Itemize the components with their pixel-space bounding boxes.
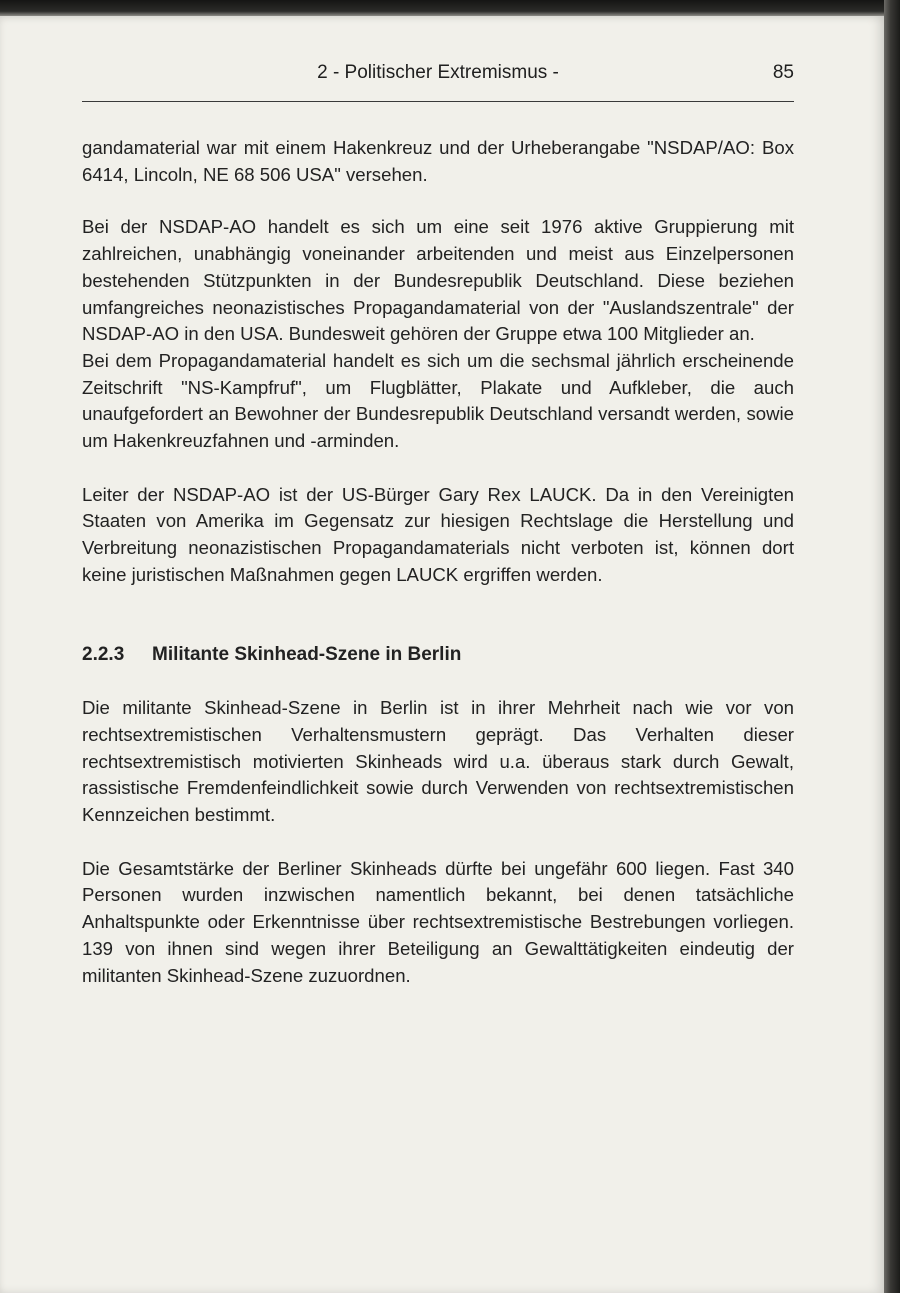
body-text — [82, 135, 794, 989]
paragraph: Bei der NSDAP-AO handelt es sich um eine seit 1976 aktive Gruppierung mit zahlreichen, unabhängig voneinander arbeitenden und meist aus Einzelpersonen bestehenden Stützpunkten in der Bundesrepublik Deutschland. Diese beziehen umfangreiches neonazistisches Propagandamaterial von der "Auslandszentrale" der NSDAP-AO in den USA. Bundesweit gehören der Gruppe etwa 100 Mitglieder an. — [82, 216, 794, 345]
paragraph: Die Gesamtstärke der Berliner Skinheads dürfte bei ungefähr 600 liegen. Fast 340 Personen wurden inzwischen namentlich bekannt, bei denen tatsächliche Anhaltspunkte oder Erkenntnisse über rechtsextremistische Bestrebungen vorliegen. 139 von ihnen sind wegen ihrer Beteiligung an Gewalttätigkeiten eindeutig der militanten Skinhead-Szene zuzuordnen. — [82, 857, 794, 986]
paragraph: Bei dem Propagandamaterial handelt es sich um die sechsmal jährlich erscheinende Zeitschrift "NS-Kampfruf", um Flugblätter, Plakate und Aufkleber, die auch unaufgefordert an Bewohner der Bundesrepublik Deutschland versandt werden, sowie um Hakenkreuzfahnen und -arminden. — [82, 349, 794, 452]
paragraph: Leiter der NSDAP-AO ist der US-Bürger Gary Rex LAUCK. Da in den Vereinigten Staaten von Amerika im Gegensatz zur hiesigen Rechtslage die Herstellung und Verbreitung neonazistischen Propagandamaterials nicht verboten ist, können dort keine juristischen Maßnahmen gegen LAUCK ergriffen werden. — [82, 483, 794, 585]
section-title: Militante Skinhead-Szene in Berlin — [152, 643, 462, 665]
header-rule — [82, 101, 794, 102]
paragraph: Die militante Skinhead-Szene in Berlin ist in ihrer Mehrheit nach wie vor von rechtsextremistischen Verhaltensmustern geprägt. Das Verhalten dieser rechtsextremistisch motivierten Skinheads wird u.a. überaus stark durch Gewalt, rassistische Fremdenfeindlichkeit sowie durch Verwenden von rechtsextremistischen Kennzeichen bestimmt. — [82, 697, 794, 826]
paragraph: gandamaterial war mit einem Hakenkreuz und der Urheberangabe "NSDAP/AO: Box 6414, Lincoln, NE 68 506 USA" versehen. — [82, 137, 794, 185]
section-number: 2.2.3 — [82, 643, 125, 665]
section-heading — [82, 642, 794, 669]
running-header-title: 2 - Politischer Extremismus - — [317, 62, 559, 83]
scan-top-edge — [0, 0, 900, 16]
page-number: 85 — [772, 62, 794, 83]
book-spine-edge — [884, 0, 900, 1293]
running-header — [82, 62, 794, 88]
